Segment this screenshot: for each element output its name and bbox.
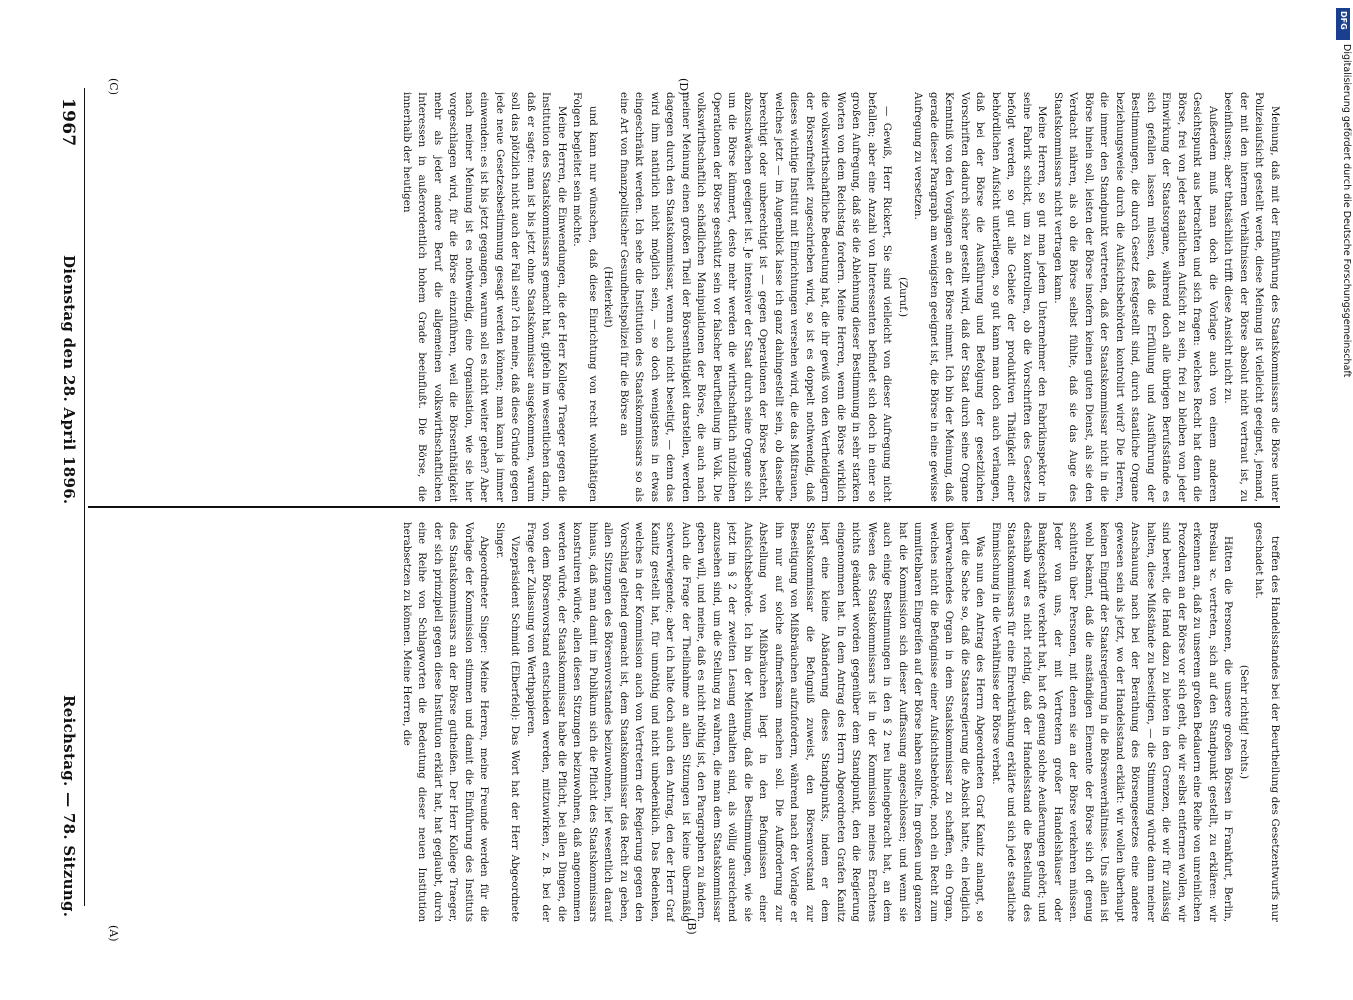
column-separator [88, 506, 1280, 508]
header-rule-line [84, 88, 85, 906]
dfg-logo-text: DFG [1339, 11, 1348, 30]
paragraph: und kann nur wünschen, daß diese Einrichtung von recht wohlthätigen Folgen begleitet sein möchte. [571, 92, 599, 502]
text-column-right [92, 92, 1282, 502]
running-header-middle: Dienstag den 28. April 1896. [60, 255, 78, 505]
digitization-notice: Digitalisierung gefördert durch die Deutsche Forschungsgemeinschaft [1341, 44, 1352, 378]
margin-letter-c: (C) [107, 78, 120, 95]
margin-letter-d: (D) [677, 78, 690, 96]
paragraph: Hätten die Personen, die unsere großen Börsen in Frankfurt, Berlin, Breslau ꝛc. vertreten, sich auf den Standpunkt gestellt, zu erklären: wir erkennen an, daß zu unserem großen Bedauern eine Reihe von unreinlichen Prozeduren an der Börse vor sich geht, die wir selbst entfernen wollen, wir sind bereit, die Hand dazu zu bieten in den Grenzen, die wir für zulässig halten, diese Mißstände zu beseitigen, — die Stimmung würde dann meiner Anschauung nach bei der Berathung des Börsengesetzes eine andere gewesen sein als jetzt, wo der Handelsstand erklärt: wir wollen überhaupt keinen Eingriff der Staatsregierung in die Börsenverhältnisse. Uns allen ist wohl bekannt, daß die anständigen Elemente der Börse sich oft genug schütteln über Personen, mit denen sie an der Börse verkehren müssen. Jeder von uns, der mit Vertretern großer Handelshäuser oder Bankgeschäfte verkehrt hat, hat oft genug solche Aeußerungen gehört; und deshalb war es nicht richtig, daß der Handelsstand die Bestellung des Staatskommissars für eine Ehrenkränkung erklärte und sich jede staatliche Einmischung in die Verhältnisse der Börse verbat. [990, 522, 1235, 922]
margin-letter-b: (B) [685, 918, 698, 935]
paragraph: Abgeordneter Singer: Meine Herren, meine Freunde werden für die Vorlage der Kommission stimmen und damit die Einführung des Instituts des Staatskommissars an der Börse gutheißen. Der Herr Kollege Traeger, der sich prinzipiell gegen diese Institution erklärt hat, hat geglaubt, durch eine Reihe von Schlagworten die Bedeutung dieser neuen Institution herabsetzen zu können. Meine Herren, die [401, 522, 491, 922]
interjection: (Zuruf.) [897, 276, 909, 318]
paragraph: Vizepräsident Schmidt (Elberfeld): Das Wort hat der Herr Abgeordnete Singer. [494, 522, 522, 922]
margin-letter-a: (A) [107, 925, 120, 942]
paragraph: Meine Herren, die Einwendungen, die der Herr Kollege Traeger gegen die Institution des Staatskommissars gemacht hat, gipfeln im wesentlichen darin, daß er sagte: man ist bis jetzt ohne Staatskommissar ausgekommen, warum soll das plötzlich nicht auch der Fall sein? Ich meine, daß diese Gründe gegen jede neue Gesetzesbestimmung gesagt werden können; man kann ja immer einwenden: es ist bis jetzt gegangen, warum soll es nicht weiter gehen? Aber nach meiner Meinung ist es nothwendig, eine Organisation, wie sie hier vorgeschlagen wird, für die Börse einzuführen, weil die Börsenthätigkeit mehr als jeder andere Beruf die allgemeinen volkswirthschaftlichen Interessen in außerordentlich hohem Grade beeinflußt. Die Börse, die innerhalb der heutigen [401, 92, 568, 502]
interjection: (Sehr richtig! rechts.) [1238, 664, 1250, 780]
running-header-left: Reichstag. — 78. Sitzung. [60, 695, 78, 918]
page-number: 1967 [58, 98, 78, 147]
paragraph: Außerdem muß man doch die Vorlage auch von einem anderen Gesichtspunkt aus betrachten und sich fragen: welches Recht hat denn die Börse, frei von jeder staatlichen Aufsicht zu sein, frei zu bleiben von jeder Einwirkung der Staatsorgane, während doch alle übrigen Berufsstände es sich gefallen lassen müssen, daß die Erfüllung und Ausführung der Bestimmungen, die durch Gesetz festgestellt sind, durch staatliche Organe beziehungsweise durch die Aufsichtsbehörden kontrolirt wird? Die Herren, die immer den Standpunkt vertreten, daß der Staatskommissar nicht in die Börse hinein soll, leisten der Börse insofern keinen guten Dienst, als sie den Verdacht nähren, als ob die Börse selbst fühlte, daß sie das Auge des Staatskommissars nicht vertragen kann. [1052, 92, 1219, 502]
paragraph: Meinung, daß mit der Einführung des Staatskommissars die Börse unter Polizeiaufsicht gestellt werde, diese Meinung ist vielleicht geeignet, jemand, der mit den internen Verhältnissen der Börse absolut nicht vertraut ist, zu beeinflussen; aber thatsächlich trifft diese Ansicht nicht zu. [1222, 92, 1281, 502]
paragraph: Meine Herren, so gut man jedem Unternehmer den Fabrikinspektor in seine Fabrik schickt, um zu kontroliren, ob die Vorschriften des Gesetzes befolgt werden, so gut alle Gebiete der produktiven Thätigkeit einer behördlichen Aufsicht unterliegen, so gut kann man doch auch verlangen, daß bei der Börse die Ausführung und Befolgung der gesetzlichen Vorschriften dadurch sicher gestellt wird, daß der Staat durch seine Organe Kenntniß von den Vorgängen an der Börse nimmt. Ich bin der Meinung, daß gerade dieser Paragraph am wenigsten geeignet ist, die Börse in eine gewisse Aufregung zu versetzen. [912, 92, 1049, 502]
paragraph: Was nun den Antrag des Herrn Abgeordneten Graf Kanitz anlangt, so liegt die Sache so, daß die Staatsregierung die Absicht hatte, ein lediglich überwachendes Organ in dem Staatskommissar zu schaffen, ein Organ, welches nicht die Befugnisse einer Aufsichtsbehörde, noch ein Recht zum unmittelbaren Eingreifen auf der Börse haben sollte. Im großen und ganzen hat die Kommission sich dieser Auffassung angeschlossen; und wenn sie auch einige Bestimmungen in den § 2 neu hineingebracht hat, an dem Wesen des Staatskommissars ist in der Kommission meines Erachtens nichts geändert worden gegenüber dem Standpunkt, den die Regierung eingenommen hat. In dem Antrag des Herrn Abgeordneten Grafen Kanitz liegt eine kleine Abänderung dieses Standpunkts, indem er dem Staatskommissar die Befugniß zuweist, den Börsenvorstand zur Beseitigung von Mißbräuchen aufzufordern, während nach der Vorlage er ihn nur auf solche aufmerksam machen soll. Die Aufforderung zur Abstellung von Mißbräuchen liegt in den Befugnissen einer Aufsichtsbehörde. Ich bin der Meinung, daß die Bestimmungen, wie sie jetzt im § 2 der zweiten Lesung enthalten sind, als völlig ausreichend anzusehen sind, um die Stellung zu wahren, die man dem Staatskommissar geben will, und meine, daß es nicht nöthig ist, den Paragraphen zu ändern. Auch die Frage der Theilnahme an allen Sitzungen ist keine übermäßig schwerwiegende; aber ich halte doch auch den Antrag, den der Herr Graf Kanitz gestellt hat, für unnöthig und nicht unbedenklich. Das Bedenken, welches in der Kommission auch von Vertretern der Regierung gegen den Vorschlag geltend gemacht ist, dem Staatskommissar das Recht zu geben, allen Sitzungen des Börsenvorstandes beizuwohnen, lief wesentlich darauf hinaus, daß man damit im Publikum sich die Pflicht des Staatskommissars konstruiren würde, allen diesen Sitzungen beizuwohnen, daß angenommen werden würde, der Staatskommissar habe die Pflicht, bei allen Dingen, die von dem Börsenvorstand entschieden werden, mitzuwirken, z. B. bei der Frage der Zulassung von Werthpapieren. [525, 522, 987, 922]
dfg-logo [1336, 8, 1350, 40]
paragraph: — Gewiß, Herr Rickert, Sie sind vielleicht von dieser Aufregung nicht befallen; aber eine Anzahl von Interessenten befindet sich doch in einer so großen Aufregung, daß sie die Ablehnung dieser Bestimmung in sehr starken Worten von dem Reichstag fordern. Meine Herren, wenn die Börse wirklich die volkswirthschaftliche Bedeutung hat, die ihr gewiß von den Vertheidigern der Börsenfreiheit zugeschrieben wird, so ist es doppelt nothwendig, daß dieses wichtige Institut mit Einrichtungen versehen wird, die das Mißtrauen, welches jetzt — im Augenblick lasse ich ganz dahingestellt sein, ob dasselbe berechtigt oder unberechtigt ist — gegen Operationen der Börse besteht, abzuschwächen geeignet ist. Je intensiver der Staat durch seine Organe sich um die Börse kümmert, desto mehr werden die wirthschaftlich nützlichen Operationen der Börse geschützt sein vor falscher Beurtheilung im Volk. Die volkswirthschaftlich schädlichen Manipulationen der Börse, die auch nach meiner Meinung einen großen Theil der Börsenthätigkeit darstellen, werden dagegen durch den Staatskommissar, wenn auch nicht beseitigt, — denn das wird ihm natürlich nicht möglich sein, — so doch wenigstens in etwas eingeschränkt werden. Ich sehe die Institution des Staatskommissars so als eine Art von finanzpolitischer Gesundheitspolizei für die Börse an [618, 92, 894, 502]
paragraph: treffen des Handelsstandes bei der Beurtheilung des Gesetzentwurfs nur geschadet hat. [1253, 522, 1281, 922]
text-column-left [92, 522, 1282, 922]
interjection: (Heiterkeit) [602, 266, 615, 328]
